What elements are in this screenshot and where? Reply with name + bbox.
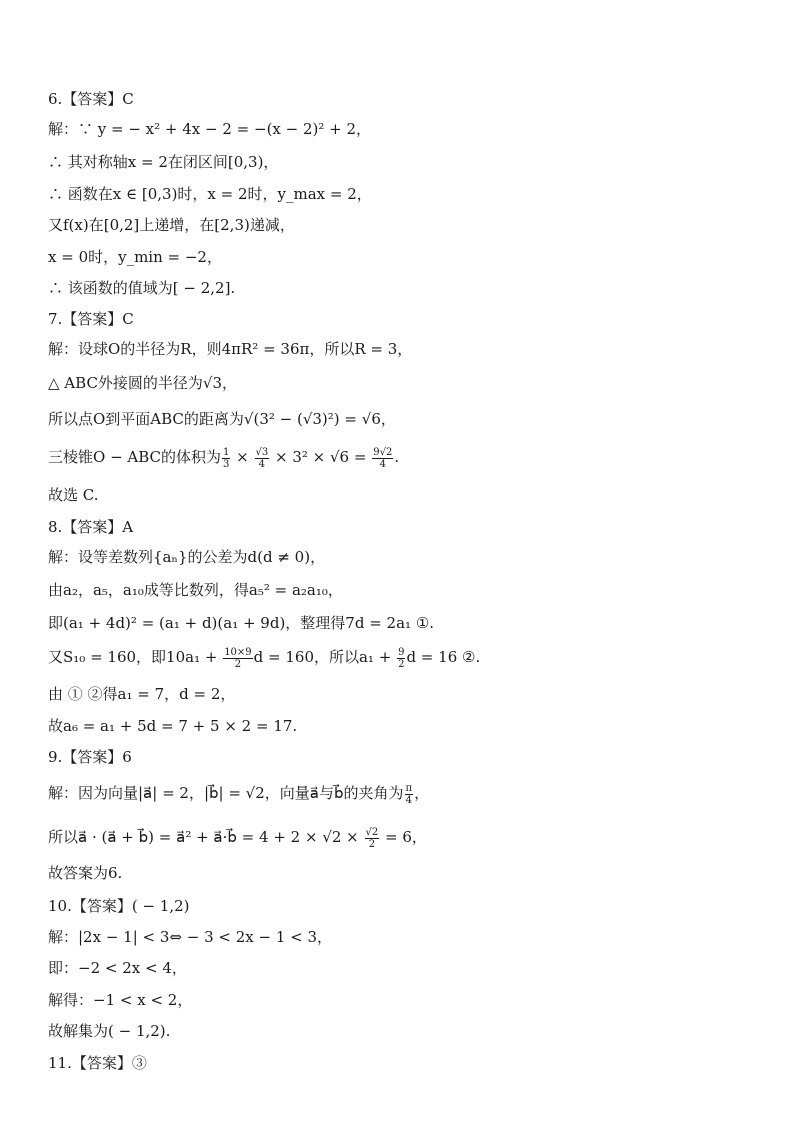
q10-step-4: 故解集为( − 1,2). <box>48 1022 171 1040</box>
q6-step-3: ∴ 函数在x ∈ [0,3)时，x = 2时，y_max = 2， <box>48 185 372 203</box>
q8-step-6: 故a₆ = a₁ + 5d = 7 + 5 × 2 = 17. <box>48 717 298 735</box>
q10-step-2: 即：−2 < 2x < 4， <box>48 959 187 977</box>
q6-step-6: ∴ 该函数的值域为[ − 2,2]. <box>48 279 236 297</box>
q7-step-5: 故选 C. <box>48 486 99 504</box>
q6-step-1: 解：∵ y = − x² + 4x − 2 = −(x − 2)² + 2， <box>48 120 372 138</box>
q8-step-3: 即(a₁ + 4d)² = (a₁ + d)(a₁ + 9d)，整理得7d = 2a₁ ①. <box>48 614 435 632</box>
answer-7-heading: 7.【答案】C <box>48 310 134 328</box>
answer-6-heading: 6.【答案】C <box>48 90 134 108</box>
q6-step-4: 又f(x)在[0,2]上递增，在[2,3)递减， <box>48 216 295 234</box>
q6-step-5: x = 0时，y_min = −2， <box>48 248 222 266</box>
q6-step-2: ∴ 其对称轴x = 2在闭区间[0,3)， <box>48 153 279 171</box>
q7-step-4-text: 三棱锥O − ABC的体积为 <box>48 448 222 466</box>
q8-step-2: 由a₂，a₅，a₁₀成等比数列，得a₅² = a₂a₁₀， <box>48 581 343 599</box>
q9-step-3: 故答案为6. <box>48 864 123 882</box>
fraction-sqrt2-2: $\frac{√2}{2}$ <box>365 826 379 850</box>
fraction-sqrt3-4: $\frac{√3}{4}$ <box>255 446 269 470</box>
q10-step-1: 解：|2x − 1| < 3⇔ − 3 < 2x − 1 < 3， <box>48 928 333 946</box>
q7-step-2: △ ABC外接圆的半径为√3， <box>48 374 238 392</box>
answer-11-heading: 11.【答案】③ <box>48 1054 147 1072</box>
fraction-9-2: $\frac{9}{2}$ <box>398 646 405 670</box>
fraction-1-3: $\frac{1}{3}$ <box>223 446 230 470</box>
fraction-10x9-2: $\frac{10\times 9}{2}$ <box>224 646 252 670</box>
q8-step-1: 解：设等差数列{aₙ}的公差为d(d ≠ 0)， <box>48 548 326 566</box>
answer-9-heading: 9.【答案】6 <box>48 748 132 766</box>
q10-step-3: 解得：−1 < x < 2， <box>48 991 193 1009</box>
fraction-9sqrt2-4: $\frac{9√2}{4}$ <box>373 446 393 470</box>
answer-10-heading: 10.【答案】( − 1,2) <box>48 897 190 915</box>
q8-step-4: 又S₁₀ = 160，即10a₁ + $\frac{10\times 9}{2}$ d = 160，所以a₁ + $\frac{9}{2}$ d = 16 ②. <box>48 646 481 670</box>
fraction-pi-4: $\frac{\pi}{4}$ <box>405 782 413 806</box>
q7-step-1: 解：设球O的半径为R，则4πR² = 36π，所以R = 3， <box>48 340 413 358</box>
q9-step-1: 解：因为向量|a⃗| = 2，|b⃗| = √2，向量a⃗与b⃗的夹角为 $\frac{\pi}{4}$ ， <box>48 782 430 806</box>
q8-step-5: 由 ① ②得a₁ = 7，d = 2， <box>48 685 236 703</box>
q9-step-2: 所以a⃗ · (a⃗ + b⃗) = a⃗² + a⃗·b⃗ = 4 + 2 × √2 × $\frac{√2}{2}$ = 6， <box>48 826 427 850</box>
q7-step-3: 所以点O到平面ABC的距离为√(3² − (√3)²) = √6， <box>48 410 396 428</box>
q7-step-4: 三棱锥O − ABC的体积为 $\frac{1}{3}$ × $\frac{√3}{4}$ × 3² × √6 = $\frac{9√2}{4}$ . <box>48 446 400 470</box>
answer-8-heading: 8.【答案】A <box>48 518 134 536</box>
